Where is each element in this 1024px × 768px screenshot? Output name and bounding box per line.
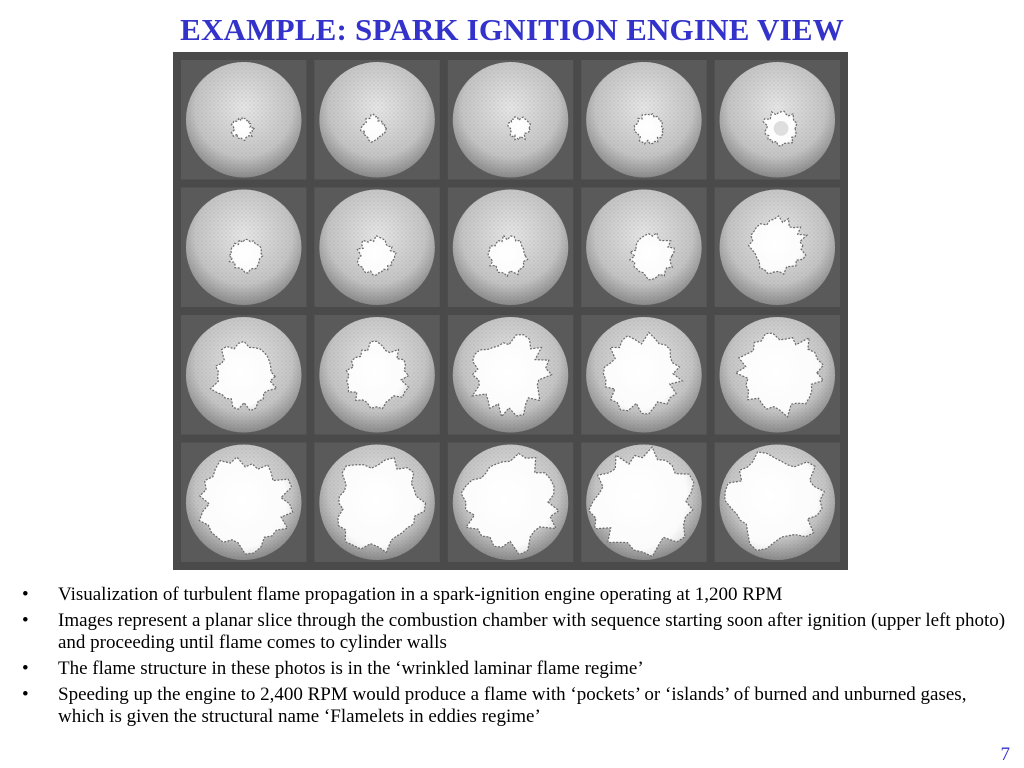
bullet-text: Speeding up the engine to 2,400 RPM would produce a flame with ‘pockets’ or ‘islands’ of burned and unburned gases, which is given the structural name ‘Flamelets in eddies regime’ — [58, 684, 967, 727]
flame-frame — [448, 315, 573, 435]
flame-frame — [581, 188, 706, 308]
flame-frame — [181, 315, 306, 435]
flame-frame — [715, 60, 840, 180]
bullet-marker: • — [22, 684, 29, 705]
bullet-marker: • — [22, 658, 29, 679]
flame-frame — [448, 188, 573, 308]
flame-frame — [715, 188, 840, 308]
flame-frame — [581, 60, 706, 180]
flame-frame — [314, 443, 439, 563]
flame-frame — [715, 443, 840, 563]
bullet-text: Images represent a planar slice through the combustion chamber with sequence starting soon after ignition (upper left photo) and proceeding until flame comes to cylinder walls — [58, 610, 1006, 653]
flame-frame — [581, 443, 706, 563]
bullet-text: The flame structure in these photos is in the ‘wrinkled laminar flame regime’ — [58, 658, 644, 679]
flame-core-shadow — [774, 121, 789, 136]
flame-frame — [181, 60, 306, 180]
flame-photo-grid — [173, 52, 848, 570]
bullet-item — [22, 658, 1012, 680]
flame-frame — [581, 315, 706, 435]
flame-frame — [314, 188, 439, 308]
flame-frame — [448, 60, 573, 180]
flame-frame — [715, 315, 840, 435]
bullet-marker: • — [22, 610, 29, 631]
flame-frame — [181, 443, 306, 563]
flame-frame — [314, 60, 439, 180]
flame-frame — [181, 188, 306, 308]
flame-frame — [314, 315, 439, 435]
bullet-list — [22, 584, 1012, 732]
slide-title: EXAMPLE: SPARK IGNITION ENGINE VIEW — [180, 12, 844, 47]
bullet-marker: • — [22, 584, 29, 605]
flame-frame — [448, 443, 573, 563]
bore-stipple — [453, 62, 569, 178]
bullet-item — [22, 610, 1012, 654]
page-number: 7 — [1000, 744, 1010, 765]
bullet-item — [22, 584, 1012, 606]
bullet-item — [22, 684, 1012, 728]
bullet-text: Visualization of turbulent flame propagation in a spark-ignition engine operating at 1,200 RPM — [58, 584, 783, 605]
